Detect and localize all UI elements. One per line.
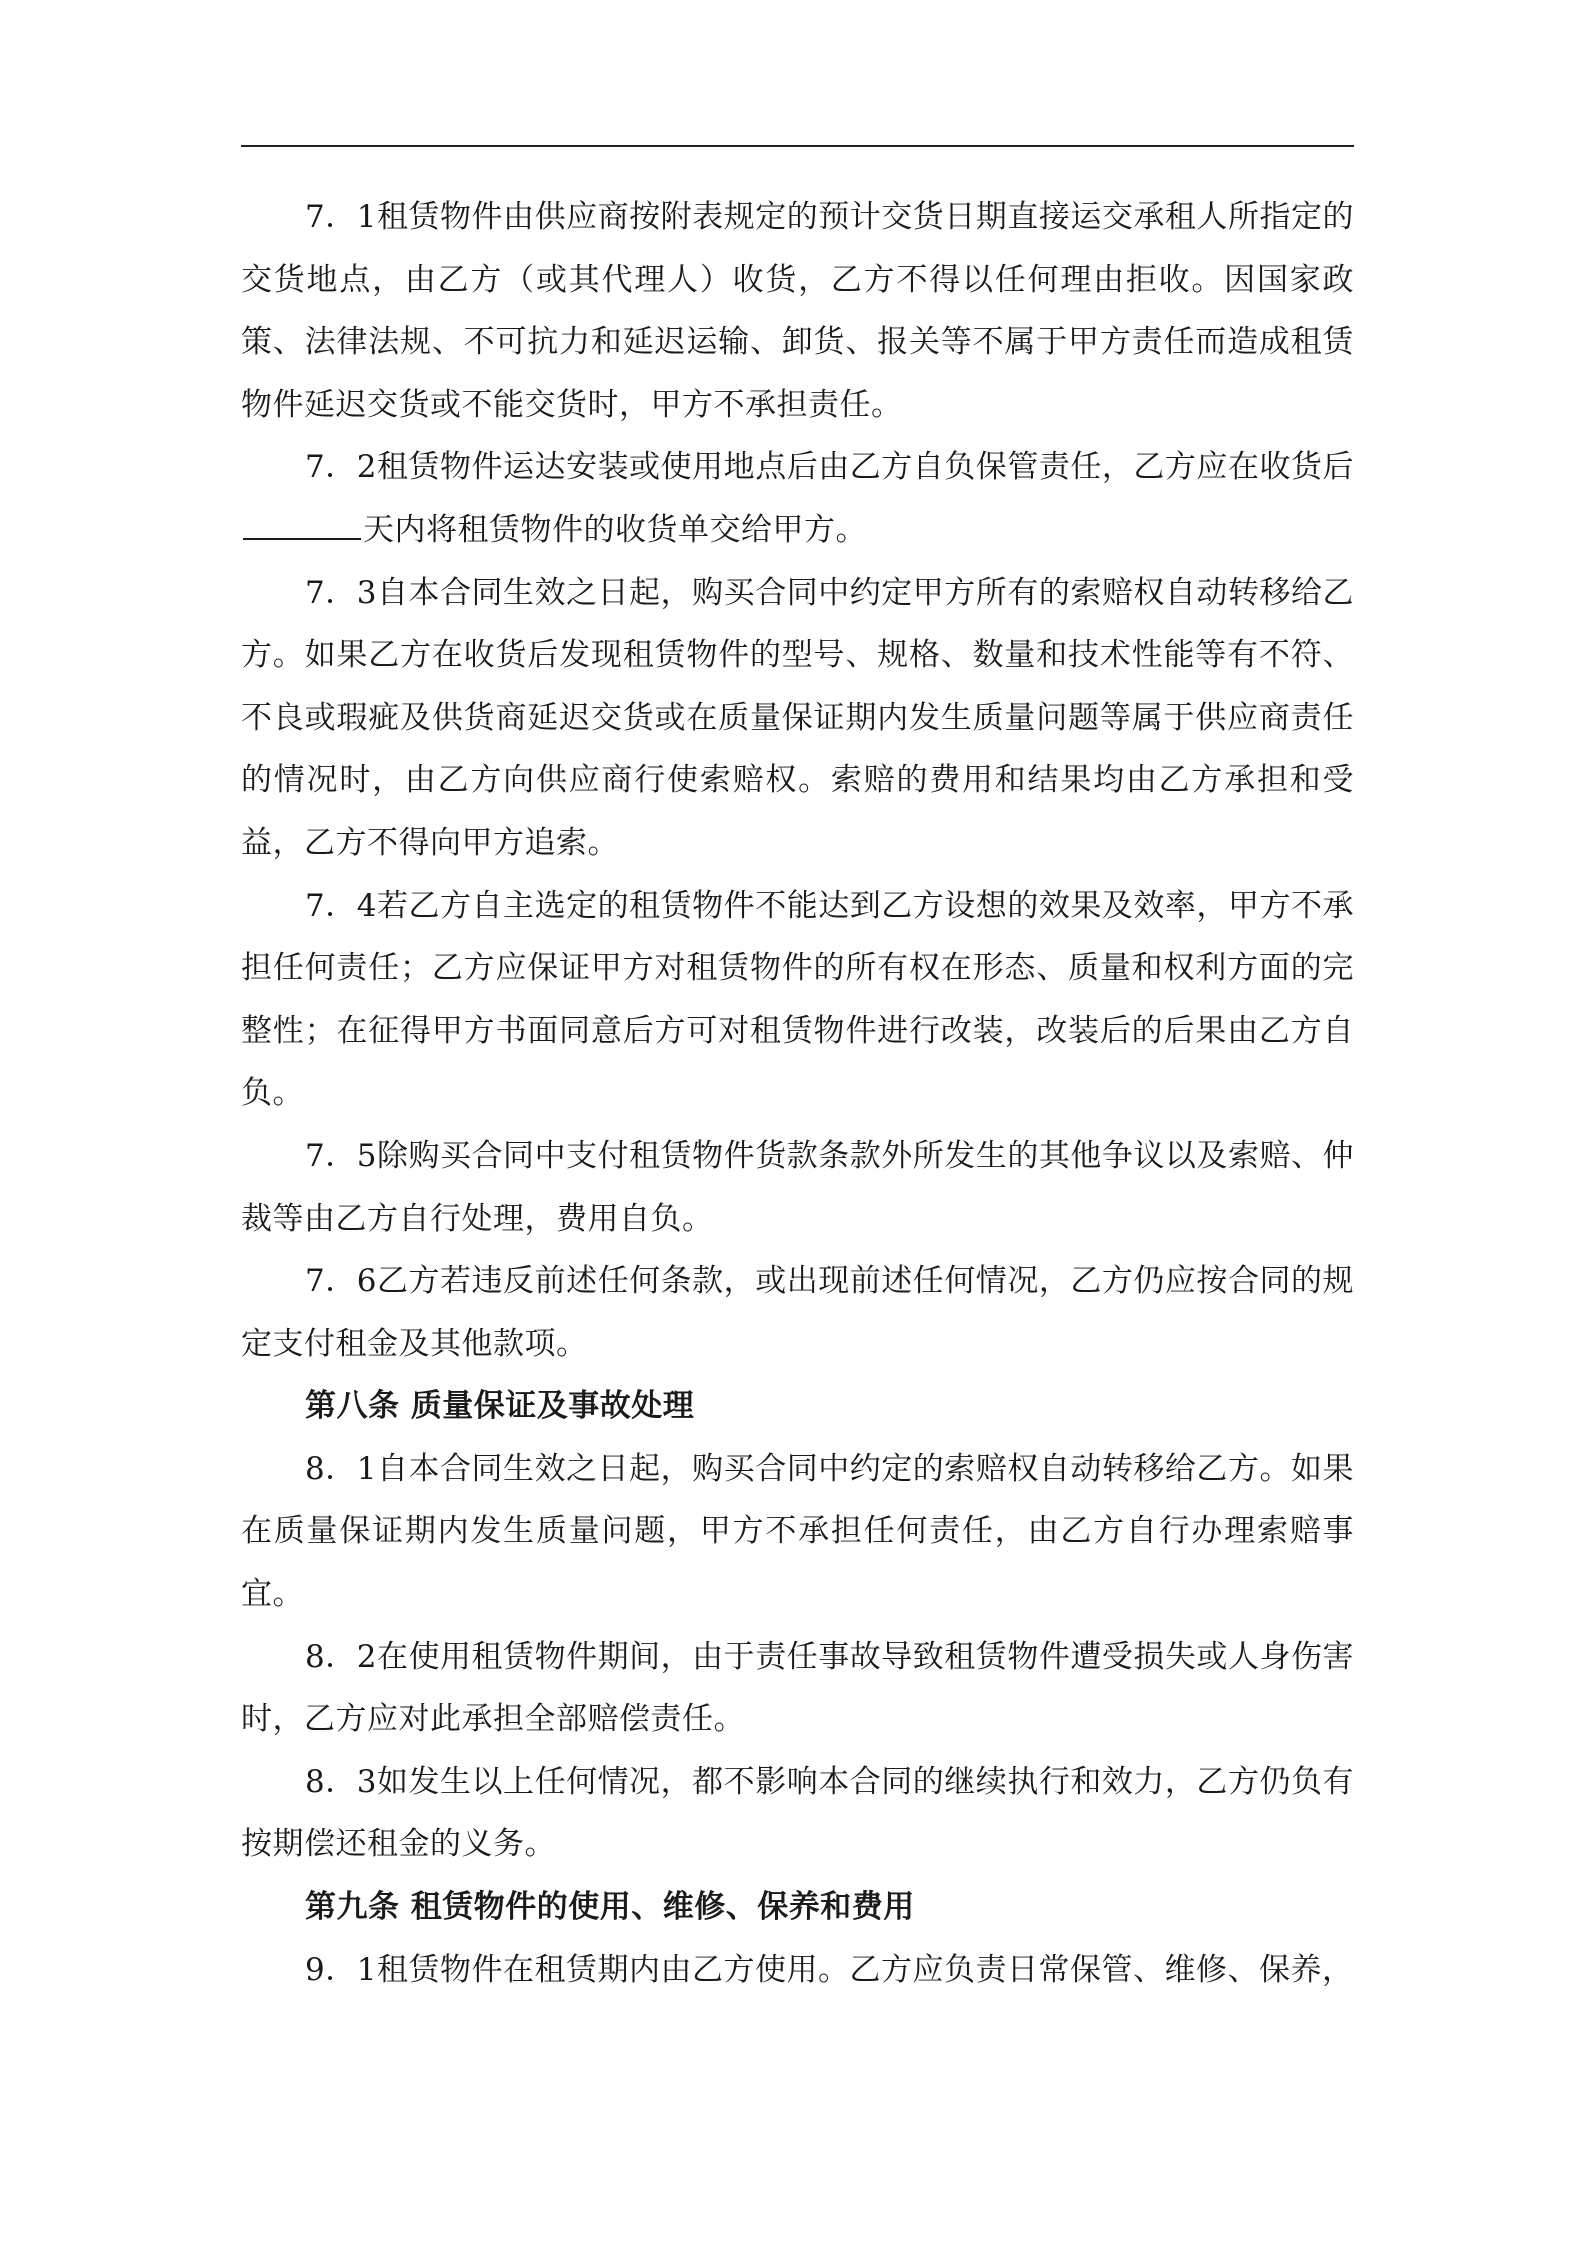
days-blank-line [243, 537, 361, 540]
article-8-heading: 第八条 质量保证及事故处理 [305, 1388, 695, 1425]
clause-7-2-after: 天内将租赁物件的收货单交给甲方。 [363, 511, 867, 548]
article-9-heading: 第九条 租赁物件的使用、维修、保养和费用 [305, 1889, 915, 1926]
clause-7-1: 7．1租赁物件由供应商按附表规定的预计交货日期直接运交承租人所指定的交货地点，由乙方（或其代理人）收货，乙方不得以任何理由拒收。因国家政策、法律法规、不可抗力和延迟运输、卸货、报关等不属于甲方责任而造成租赁物件延迟交货或不能交货时，甲方不承担责任。 [241, 199, 1354, 423]
clause-7-2 [241, 436, 1354, 561]
clause-7-6: 7．6乙方若违反前述任何条款，或出现前述任何情况，乙方仍应按合同的规定支付租金及其他款项。 [241, 1263, 1354, 1362]
clause-8-3: 8．3如发生以上任何情况，都不影响本合同的继续执行和效力，乙方仍负有按期偿还租金的义务。 [241, 1763, 1354, 1863]
clause-7-2-before: 7．2租赁物件运达安装或使用地点后由乙方自负保管责任，乙方应在收货后 [305, 449, 1354, 486]
header-rule [241, 145, 1354, 147]
clause-8-1: 8．1自本合同生效之日起，购买合同中约定的索赔权自动转移给乙方。如果在质量保证期内发生质量问题，甲方不承担任何责任，由乙方自行办理索赔事宜。 [241, 1450, 1354, 1613]
clause-7-4: 7．4若乙方自主选定的租赁物件不能达到乙方设想的效果及效率，甲方不承担任何责任；乙方应保证甲方对租赁物件的所有权在形态、质量和权利方面的完整性；在征得甲方书面同意后方可对租赁物件进行改装，改装后的后果由乙方自负。 [241, 887, 1354, 1112]
document-body [241, 186, 1354, 2001]
clause-7-5: 7．5除购买合同中支付租赁物件货款条款外所发生的其他争议以及索赔、仲裁等由乙方自行处理，费用自负。 [241, 1137, 1354, 1237]
clause-7-3: 7．3自本合同生效之日起，购买合同中约定甲方所有的索赔权自动转移给乙方。如果乙方在收货后发现租赁物件的型号、规格、数量和技术性能等有不符、不良或瑕疵及供货商延迟交货或在质量保证期内发生质量问题等属于供应商责任的情况时，由乙方向供应商行使索赔权。索赔的费用和结果均由乙方承担和受益，乙方不得向甲方追索。 [241, 574, 1354, 861]
clause-8-2: 8．2在使用租赁物件期间，由于责任事故导致租赁物件遭受损失或人身伤害时，乙方应对此承担全部赔偿责任。 [241, 1638, 1354, 1738]
clause-9-1: 9．1租赁物件在租赁期内由乙方使用。乙方应负责日常保管、维修、保养， [305, 1951, 1354, 1988]
